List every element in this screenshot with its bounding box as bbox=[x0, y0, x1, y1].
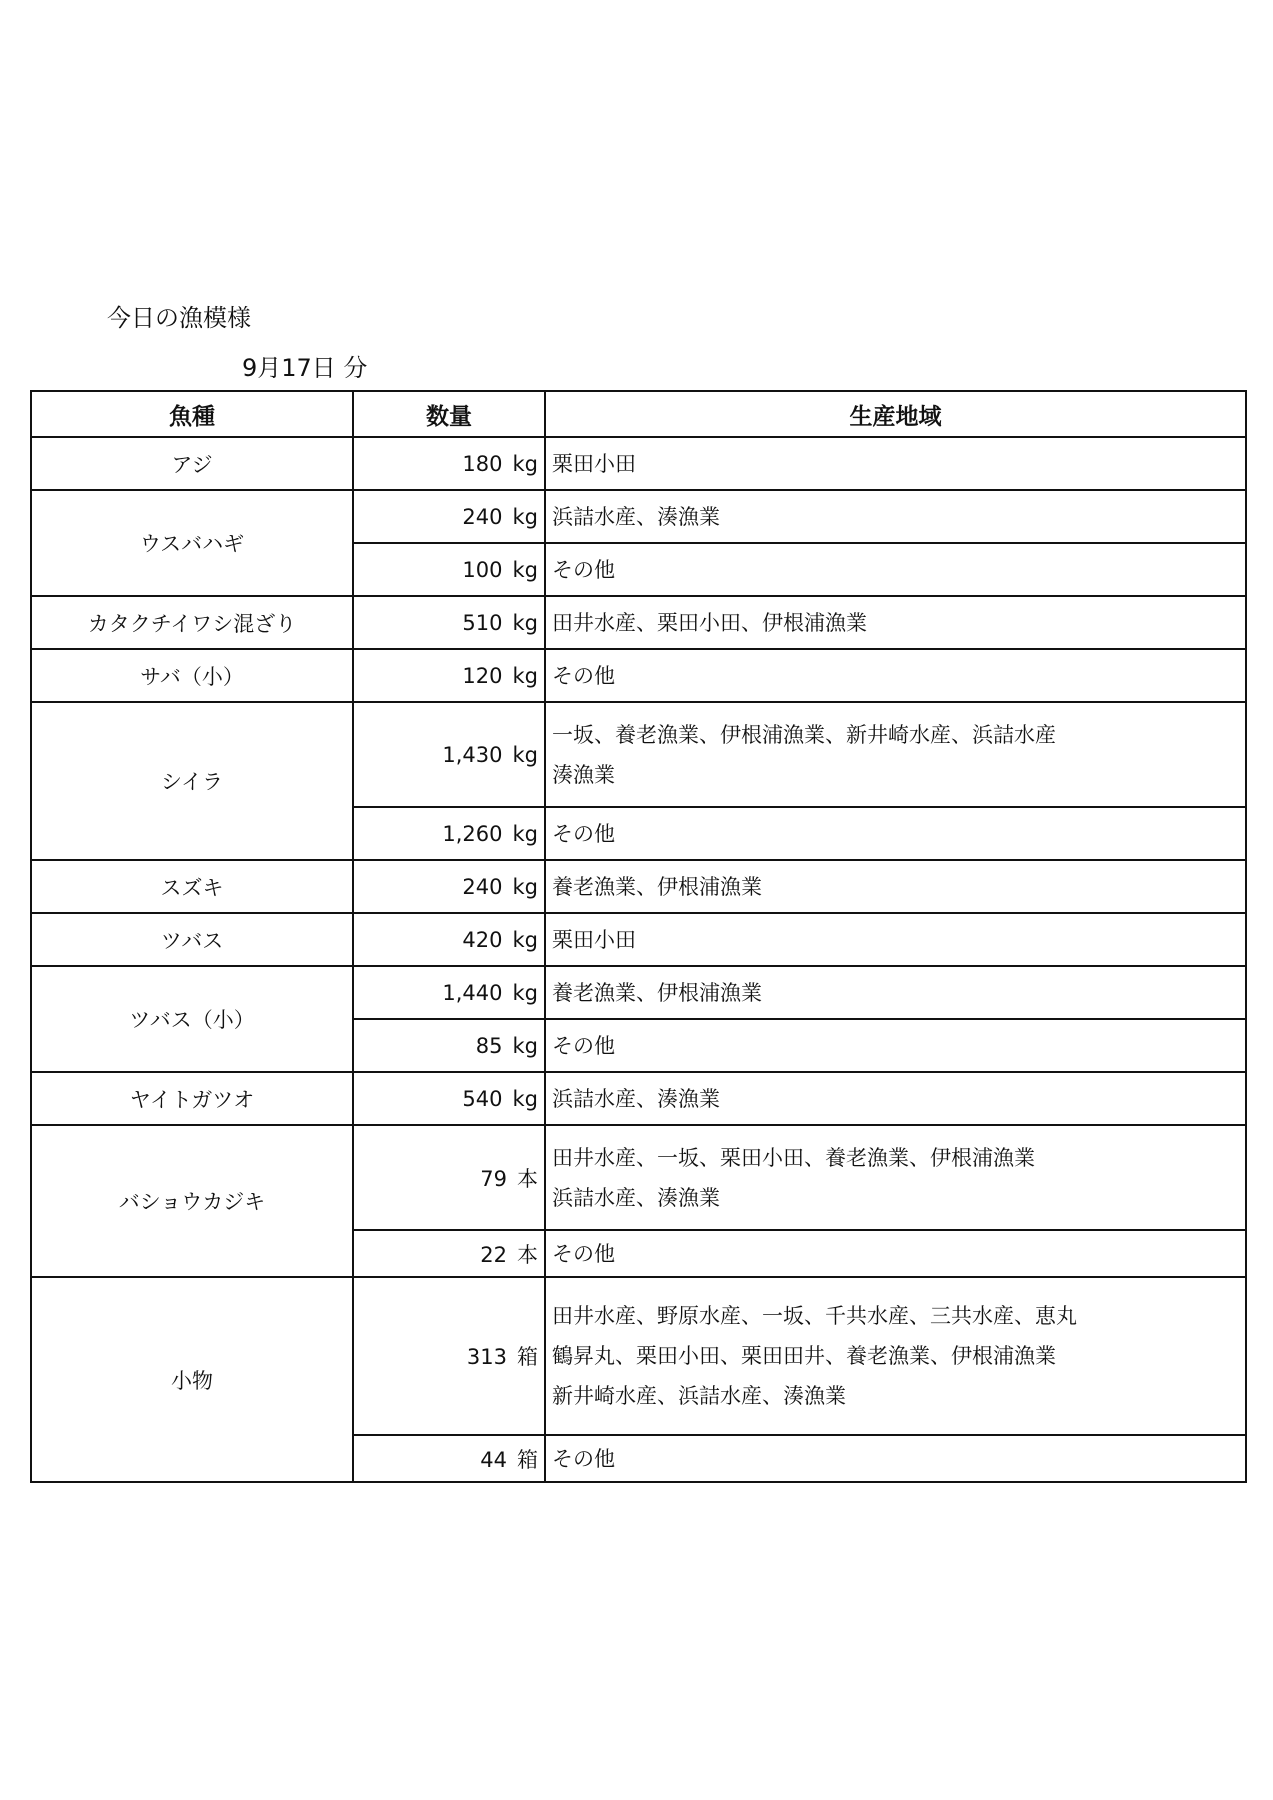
region-cell bbox=[545, 543, 1246, 596]
quantity-value: 100 bbox=[462, 557, 503, 582]
region-cell bbox=[545, 860, 1246, 913]
table-header-row bbox=[31, 391, 1246, 437]
quantity-unit: kg bbox=[512, 451, 538, 476]
header-region: 生産地域 bbox=[545, 391, 1246, 437]
quantity-cell bbox=[353, 1019, 545, 1072]
region-line: 湊漁業 bbox=[552, 762, 615, 787]
fish-name: 小物 bbox=[31, 1277, 353, 1482]
quantity-unit: kg bbox=[512, 1086, 538, 1111]
region-line: その他 bbox=[552, 1033, 615, 1058]
quantity-cell bbox=[353, 543, 545, 596]
quantity-cell bbox=[353, 596, 545, 649]
region-line: 田井水産、野原水産、一坂、千共水産、三共水産、恵丸 bbox=[552, 1304, 1077, 1328]
region-cell bbox=[545, 807, 1246, 860]
fish-name: ウスバハギ bbox=[31, 490, 353, 596]
quantity-unit: 本 bbox=[517, 1166, 538, 1191]
report-date: 9月17日 分 bbox=[242, 354, 368, 382]
table-row bbox=[31, 1072, 1246, 1125]
quantity-unit: kg bbox=[512, 821, 538, 846]
table-row bbox=[31, 702, 1246, 807]
quantity-value: 240 bbox=[462, 874, 503, 899]
quantity-value: 420 bbox=[462, 927, 503, 952]
region-cell bbox=[545, 1019, 1246, 1072]
region-cell bbox=[545, 1072, 1246, 1125]
quantity-unit: kg bbox=[512, 980, 538, 1005]
quantity-cell bbox=[353, 702, 545, 807]
region-line: 新井崎水産、浜詰水産、湊漁業 bbox=[552, 1384, 846, 1408]
quantity-cell bbox=[353, 1435, 545, 1482]
region-line: 浜詰水産、湊漁業 bbox=[552, 1185, 720, 1210]
quantity-unit: 箱 bbox=[517, 1447, 538, 1472]
header-fish: 魚種 bbox=[31, 391, 353, 437]
quantity-cell bbox=[353, 1230, 545, 1277]
table-row bbox=[31, 596, 1246, 649]
quantity-cell bbox=[353, 437, 545, 490]
quantity-cell bbox=[353, 490, 545, 543]
quantity-unit: kg bbox=[512, 1033, 538, 1058]
table-row bbox=[31, 649, 1246, 702]
page-title: 今日の漁模様 bbox=[107, 304, 251, 332]
region-cell bbox=[545, 913, 1246, 966]
quantity-cell bbox=[353, 860, 545, 913]
quantity-cell bbox=[353, 1125, 545, 1230]
region-line: 浜詰水産、湊漁業 bbox=[552, 1086, 720, 1111]
quantity-value: 1,440 bbox=[442, 980, 503, 1005]
region-cell bbox=[545, 1230, 1246, 1277]
quantity-unit: kg bbox=[512, 742, 538, 767]
region-line: 田井水産、栗田小田、伊根浦漁業 bbox=[552, 610, 867, 635]
quantity-value: 540 bbox=[462, 1086, 503, 1111]
quantity-cell bbox=[353, 1277, 545, 1435]
quantity-cell bbox=[353, 1072, 545, 1125]
fish-name: ツバス bbox=[31, 913, 353, 966]
region-line: 栗田小田 bbox=[552, 927, 636, 952]
region-cell bbox=[545, 490, 1246, 543]
catch-table bbox=[30, 390, 1247, 1483]
region-line: その他 bbox=[552, 557, 615, 582]
table-row bbox=[31, 1277, 1246, 1435]
table-row bbox=[31, 437, 1246, 490]
fish-name: アジ bbox=[31, 437, 353, 490]
fish-name: スズキ bbox=[31, 860, 353, 913]
quantity-unit: kg bbox=[512, 557, 538, 582]
quantity-value: 79 bbox=[480, 1166, 507, 1191]
quantity-value: 313 bbox=[466, 1345, 507, 1369]
fish-name: カタクチイワシ混ざり bbox=[31, 596, 353, 649]
quantity-value: 510 bbox=[462, 610, 503, 635]
quantity-value: 44 bbox=[480, 1447, 507, 1472]
table-row bbox=[31, 1125, 1246, 1230]
quantity-unit: kg bbox=[512, 927, 538, 952]
region-line: 一坂、養老漁業、伊根浦漁業、新井崎水産、浜詰水産 bbox=[552, 722, 1056, 747]
table-row bbox=[31, 966, 1246, 1019]
region-line: 鶴昇丸、栗田小田、栗田田井、養老漁業、伊根浦漁業 bbox=[552, 1344, 1056, 1368]
region-cell bbox=[545, 437, 1246, 490]
region-line: 養老漁業、伊根浦漁業 bbox=[552, 874, 762, 899]
quantity-unit: 本 bbox=[517, 1242, 538, 1267]
region-line: その他 bbox=[552, 1241, 615, 1266]
region-cell bbox=[545, 966, 1246, 1019]
quantity-cell bbox=[353, 649, 545, 702]
fish-name: ツバス（小） bbox=[31, 966, 353, 1072]
fish-name: バショウカジキ bbox=[31, 1125, 353, 1277]
quantity-unit: kg bbox=[512, 663, 538, 688]
quantity-unit: 箱 bbox=[517, 1345, 538, 1369]
region-cell bbox=[545, 702, 1246, 807]
table-row bbox=[31, 913, 1246, 966]
table-row bbox=[31, 860, 1246, 913]
region-cell bbox=[545, 649, 1246, 702]
quantity-cell bbox=[353, 913, 545, 966]
fish-name: サバ（小） bbox=[31, 649, 353, 702]
quantity-value: 1,430 bbox=[442, 742, 503, 767]
quantity-value: 240 bbox=[462, 504, 503, 529]
region-cell bbox=[545, 1125, 1246, 1230]
region-cell bbox=[545, 1277, 1246, 1435]
quantity-unit: kg bbox=[512, 874, 538, 899]
quantity-value: 180 bbox=[462, 451, 503, 476]
fish-name: ヤイトガツオ bbox=[31, 1072, 353, 1125]
fish-name: シイラ bbox=[31, 702, 353, 860]
region-cell bbox=[545, 1435, 1246, 1482]
quantity-value: 22 bbox=[480, 1242, 507, 1267]
quantity-unit: kg bbox=[512, 504, 538, 529]
region-line: 田井水産、一坂、栗田小田、養老漁業、伊根浦漁業 bbox=[552, 1145, 1035, 1170]
header-quantity: 数量 bbox=[353, 391, 545, 437]
quantity-value: 1,260 bbox=[442, 821, 503, 846]
quantity-unit: kg bbox=[512, 610, 538, 635]
quantity-value: 120 bbox=[462, 663, 503, 688]
region-line: その他 bbox=[552, 663, 615, 688]
quantity-value: 85 bbox=[475, 1033, 503, 1058]
region-line: 栗田小田 bbox=[552, 451, 636, 476]
region-line: その他 bbox=[552, 821, 615, 846]
quantity-cell bbox=[353, 807, 545, 860]
quantity-cell bbox=[353, 966, 545, 1019]
table-row bbox=[31, 490, 1246, 543]
region-line: 浜詰水産、湊漁業 bbox=[552, 504, 720, 529]
region-line: 養老漁業、伊根浦漁業 bbox=[552, 980, 762, 1005]
region-cell bbox=[545, 596, 1246, 649]
region-line: その他 bbox=[552, 1446, 615, 1471]
